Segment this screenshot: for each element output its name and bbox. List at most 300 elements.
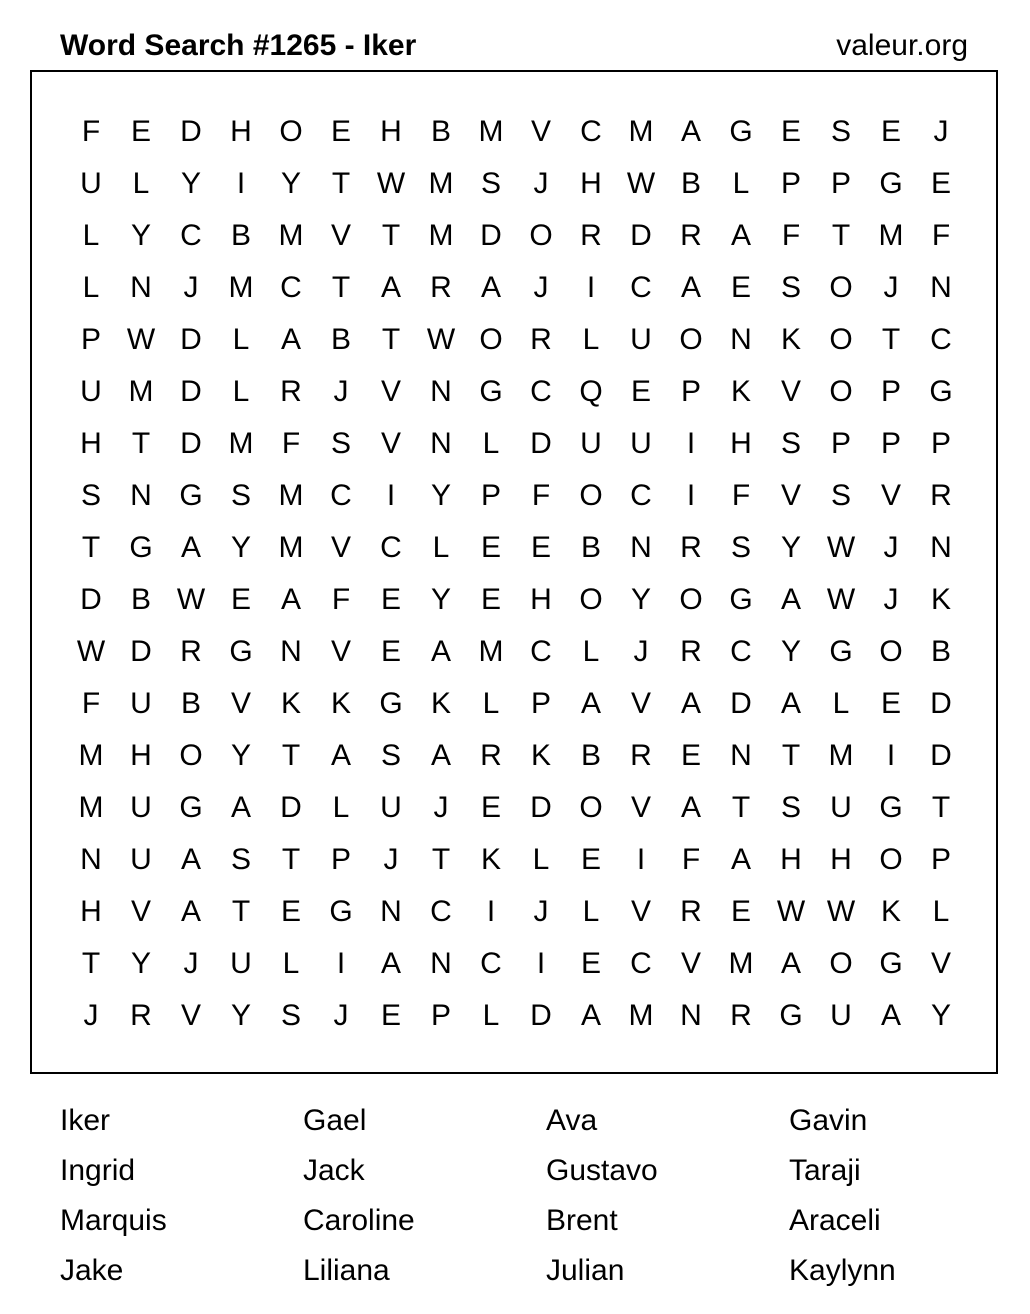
grid-letter[interactable]: V xyxy=(630,895,651,928)
grid-letter[interactable]: J xyxy=(883,531,899,564)
grid-letter[interactable]: L xyxy=(532,843,550,876)
grid-letter[interactable]: O xyxy=(679,583,703,616)
grid-letter[interactable]: G xyxy=(479,375,503,408)
grid-letter[interactable]: D xyxy=(530,791,552,824)
grid-letter[interactable]: O xyxy=(679,323,703,356)
grid-letter[interactable]: T xyxy=(931,791,951,824)
grid-letter[interactable]: C xyxy=(530,635,552,668)
grid-letter[interactable]: S xyxy=(80,479,101,512)
grid-letter[interactable]: N xyxy=(80,843,102,876)
grid-letter[interactable]: G xyxy=(229,635,253,668)
grid-letter[interactable]: A xyxy=(180,895,201,928)
grid-letter[interactable]: Y xyxy=(780,531,801,564)
grid-letter[interactable]: F xyxy=(781,219,801,252)
grid-letter[interactable]: J xyxy=(933,115,949,148)
grid-letter[interactable]: U xyxy=(230,947,252,980)
grid-letter[interactable]: Y xyxy=(430,479,451,512)
grid-letter[interactable]: A xyxy=(330,739,351,772)
grid-letter[interactable]: M xyxy=(628,999,654,1032)
grid-letter[interactable]: D xyxy=(280,791,302,824)
grid-letter[interactable]: P xyxy=(780,167,801,200)
grid-letter[interactable]: T xyxy=(781,739,801,772)
grid-letter[interactable]: U xyxy=(830,791,852,824)
grid-letter[interactable]: L xyxy=(132,167,150,200)
grid-letter[interactable]: G xyxy=(329,895,353,928)
grid-letter[interactable]: D xyxy=(530,999,552,1032)
grid-letter[interactable]: P xyxy=(830,427,851,460)
grid-letter[interactable]: M xyxy=(278,531,304,564)
grid-letter[interactable]: Y xyxy=(930,999,951,1032)
grid-letter[interactable]: S xyxy=(830,479,851,512)
grid-letter[interactable]: P xyxy=(480,479,501,512)
grid-letter[interactable]: M xyxy=(428,219,454,252)
grid-letter[interactable]: A xyxy=(880,999,901,1032)
grid-letter[interactable]: N xyxy=(730,323,752,356)
grid-letter[interactable]: D xyxy=(630,219,652,252)
grid-letter[interactable]: L xyxy=(582,323,600,356)
grid-letter[interactable]: S xyxy=(280,999,301,1032)
grid-letter[interactable]: V xyxy=(230,687,251,720)
grid-letter[interactable]: O xyxy=(879,635,903,668)
grid-letter[interactable]: Y xyxy=(430,583,451,616)
grid-letter[interactable]: F xyxy=(281,427,301,460)
grid-letter[interactable]: L xyxy=(82,271,100,304)
grid-letter[interactable]: T xyxy=(881,323,901,356)
grid-letter[interactable]: D xyxy=(80,583,102,616)
grid-letter[interactable]: F xyxy=(731,479,751,512)
grid-letter[interactable]: L xyxy=(582,895,600,928)
grid-letter[interactable]: E xyxy=(330,115,351,148)
grid-letter[interactable]: C xyxy=(730,635,752,668)
grid-letter[interactable]: N xyxy=(130,479,152,512)
grid-letter[interactable]: M xyxy=(228,427,254,460)
grid-letter[interactable]: I xyxy=(686,427,696,460)
grid-letter[interactable]: O xyxy=(529,219,553,252)
grid-letter[interactable]: B xyxy=(580,531,601,564)
grid-letter[interactable]: D xyxy=(180,375,202,408)
grid-letter[interactable]: U xyxy=(130,843,152,876)
grid-letter[interactable]: L xyxy=(482,687,500,720)
grid-letter[interactable]: R xyxy=(480,739,502,772)
grid-letter[interactable]: R xyxy=(430,271,452,304)
grid-letter[interactable]: M xyxy=(478,115,504,148)
grid-letter[interactable]: M xyxy=(478,635,504,668)
grid-letter[interactable]: M xyxy=(78,791,104,824)
grid-letter[interactable]: L xyxy=(482,427,500,460)
grid-letter[interactable]: G xyxy=(779,999,803,1032)
grid-letter[interactable]: E xyxy=(280,895,301,928)
grid-letter[interactable]: R xyxy=(680,219,702,252)
grid-letter[interactable]: R xyxy=(730,999,752,1032)
grid-letter[interactable]: V xyxy=(780,375,801,408)
grid-letter[interactable]: J xyxy=(333,375,349,408)
grid-letter[interactable]: J xyxy=(183,947,199,980)
grid-letter[interactable]: N xyxy=(280,635,302,668)
grid-letter[interactable]: P xyxy=(680,375,701,408)
grid-letter[interactable]: M xyxy=(428,167,454,200)
grid-letter[interactable]: N xyxy=(930,271,952,304)
grid-letter[interactable]: V xyxy=(680,947,701,980)
grid-letter[interactable]: B xyxy=(580,739,601,772)
grid-letter[interactable]: I xyxy=(586,271,596,304)
grid-letter[interactable]: G xyxy=(879,791,903,824)
grid-letter[interactable]: T xyxy=(281,843,301,876)
grid-letter[interactable]: E xyxy=(730,271,751,304)
grid-letter[interactable]: G xyxy=(929,375,953,408)
grid-letter[interactable]: D xyxy=(730,687,752,720)
grid-letter[interactable]: A xyxy=(680,791,701,824)
grid-letter[interactable]: R xyxy=(280,375,302,408)
grid-letter[interactable]: I xyxy=(636,843,646,876)
grid-letter[interactable]: O xyxy=(579,583,603,616)
grid-letter[interactable]: P xyxy=(930,427,951,460)
grid-letter[interactable]: U xyxy=(830,999,852,1032)
grid-letter[interactable]: C xyxy=(280,271,302,304)
grid-letter[interactable]: E xyxy=(680,739,701,772)
grid-letter[interactable]: K xyxy=(930,583,951,616)
grid-letter[interactable]: C xyxy=(380,531,402,564)
grid-letter[interactable]: V xyxy=(630,687,651,720)
grid-letter[interactable]: H xyxy=(580,167,602,200)
grid-letter[interactable]: V xyxy=(330,635,351,668)
grid-letter[interactable]: R xyxy=(180,635,202,668)
grid-letter[interactable]: V xyxy=(780,479,801,512)
grid-letter[interactable]: D xyxy=(930,739,952,772)
grid-letter[interactable]: D xyxy=(480,219,502,252)
grid-letter[interactable]: W xyxy=(376,167,406,200)
grid-letter[interactable]: L xyxy=(582,635,600,668)
grid-letter[interactable]: Y xyxy=(180,167,201,200)
grid-letter[interactable]: D xyxy=(930,687,952,720)
grid-letter[interactable]: U xyxy=(80,375,102,408)
grid-letter[interactable]: K xyxy=(480,843,501,876)
grid-letter[interactable]: V xyxy=(180,999,201,1032)
grid-letter[interactable]: J xyxy=(883,583,899,616)
grid-letter[interactable]: B xyxy=(680,167,701,200)
grid-letter[interactable]: D xyxy=(180,115,202,148)
grid-letter[interactable]: S xyxy=(230,479,251,512)
grid-letter[interactable]: A xyxy=(430,739,451,772)
grid-letter[interactable]: N xyxy=(730,739,752,772)
grid-letter[interactable]: E xyxy=(780,115,801,148)
grid-letter[interactable]: O xyxy=(279,115,303,148)
grid-letter[interactable]: C xyxy=(630,947,652,980)
grid-letter[interactable]: J xyxy=(83,999,99,1032)
grid-letter[interactable]: P xyxy=(880,427,901,460)
grid-letter[interactable]: V xyxy=(380,375,401,408)
grid-letter[interactable]: E xyxy=(630,375,651,408)
grid-letter[interactable]: W xyxy=(776,895,806,928)
grid-letter[interactable]: D xyxy=(180,427,202,460)
grid-letter[interactable]: M xyxy=(78,739,104,772)
grid-letter[interactable]: F xyxy=(331,583,351,616)
grid-letter[interactable]: E xyxy=(880,687,901,720)
grid-letter[interactable]: L xyxy=(932,895,950,928)
grid-letter[interactable]: I xyxy=(686,479,696,512)
grid-letter[interactable]: F xyxy=(931,219,951,252)
grid-letter[interactable]: C xyxy=(630,479,652,512)
grid-letter[interactable]: T xyxy=(331,167,351,200)
grid-letter[interactable]: U xyxy=(130,791,152,824)
grid-letter[interactable]: H xyxy=(530,583,552,616)
grid-letter[interactable]: K xyxy=(530,739,551,772)
grid-letter[interactable]: H xyxy=(80,427,102,460)
grid-letter[interactable]: M xyxy=(128,375,154,408)
grid-letter[interactable]: K xyxy=(880,895,901,928)
grid-letter[interactable]: E xyxy=(730,895,751,928)
grid-letter[interactable]: V xyxy=(130,895,151,928)
grid-letter[interactable]: S xyxy=(380,739,401,772)
grid-letter[interactable]: E xyxy=(480,583,501,616)
grid-letter[interactable]: S xyxy=(780,791,801,824)
grid-letter[interactable]: J xyxy=(183,271,199,304)
grid-letter[interactable]: E xyxy=(530,531,551,564)
grid-letter[interactable]: H xyxy=(130,739,152,772)
grid-letter[interactable]: U xyxy=(580,427,602,460)
grid-letter[interactable]: T xyxy=(81,531,101,564)
grid-letter[interactable]: S xyxy=(230,843,251,876)
grid-letter[interactable]: G xyxy=(129,531,153,564)
grid-letter[interactable]: N xyxy=(430,375,452,408)
grid-letter[interactable]: V xyxy=(330,531,351,564)
grid-letter[interactable]: T xyxy=(81,947,101,980)
grid-letter[interactable]: H xyxy=(780,843,802,876)
grid-letter[interactable]: J xyxy=(533,167,549,200)
grid-letter[interactable]: L xyxy=(482,999,500,1032)
grid-letter[interactable]: P xyxy=(530,687,551,720)
grid-letter[interactable]: A xyxy=(480,271,501,304)
grid-letter[interactable]: O xyxy=(829,375,853,408)
grid-letter[interactable]: O xyxy=(179,739,203,772)
grid-letter[interactable]: I xyxy=(336,947,346,980)
grid-letter[interactable]: L xyxy=(432,531,450,564)
grid-letter[interactable]: N xyxy=(930,531,952,564)
grid-letter[interactable]: E xyxy=(580,947,601,980)
grid-letter[interactable]: H xyxy=(230,115,252,148)
grid-letter[interactable]: J xyxy=(433,791,449,824)
grid-letter[interactable]: E xyxy=(480,531,501,564)
grid-letter[interactable]: B xyxy=(430,115,451,148)
grid-letter[interactable]: M xyxy=(278,219,304,252)
grid-letter[interactable]: I xyxy=(886,739,896,772)
grid-letter[interactable]: G xyxy=(379,687,403,720)
grid-letter[interactable]: A xyxy=(380,947,401,980)
grid-letter[interactable]: I xyxy=(386,479,396,512)
grid-letter[interactable]: O xyxy=(479,323,503,356)
grid-letter[interactable]: Y xyxy=(630,583,651,616)
grid-letter[interactable]: A xyxy=(780,687,801,720)
grid-letter[interactable]: A xyxy=(230,791,251,824)
grid-letter[interactable]: H xyxy=(830,843,852,876)
grid-letter[interactable]: R xyxy=(580,219,602,252)
grid-letter[interactable]: L xyxy=(732,167,750,200)
grid-letter[interactable]: C xyxy=(580,115,602,148)
grid-letter[interactable]: G xyxy=(879,167,903,200)
grid-letter[interactable]: F xyxy=(81,115,101,148)
grid-letter[interactable]: B xyxy=(180,687,201,720)
grid-letter[interactable]: E xyxy=(230,583,251,616)
grid-letter[interactable]: J xyxy=(383,843,399,876)
grid-letter[interactable]: A xyxy=(730,219,751,252)
grid-letter[interactable]: J xyxy=(533,895,549,928)
grid-letter[interactable]: J xyxy=(533,271,549,304)
grid-letter[interactable]: W xyxy=(126,323,156,356)
grid-letter[interactable]: R xyxy=(630,739,652,772)
grid-letter[interactable]: P xyxy=(80,323,101,356)
grid-letter[interactable]: C xyxy=(330,479,352,512)
grid-letter[interactable]: E xyxy=(380,583,401,616)
grid-letter[interactable]: Y xyxy=(780,635,801,668)
grid-letter[interactable]: N xyxy=(380,895,402,928)
grid-letter[interactable]: W xyxy=(826,531,856,564)
grid-letter[interactable]: U xyxy=(380,791,402,824)
grid-letter[interactable]: J xyxy=(883,271,899,304)
grid-letter[interactable]: O xyxy=(829,947,853,980)
grid-letter[interactable]: A xyxy=(380,271,401,304)
grid-letter[interactable]: G xyxy=(729,583,753,616)
grid-letter[interactable]: M xyxy=(628,115,654,148)
grid-letter[interactable]: S xyxy=(780,427,801,460)
grid-letter[interactable]: G xyxy=(179,479,203,512)
grid-letter[interactable]: L xyxy=(332,791,350,824)
grid-letter[interactable]: J xyxy=(333,999,349,1032)
grid-letter[interactable]: C xyxy=(530,375,552,408)
grid-letter[interactable]: Y xyxy=(230,999,251,1032)
grid-letter[interactable]: F xyxy=(531,479,551,512)
grid-letter[interactable]: E xyxy=(130,115,151,148)
grid-letter[interactable]: A xyxy=(680,687,701,720)
grid-letter[interactable]: S xyxy=(830,115,851,148)
grid-letter[interactable]: H xyxy=(730,427,752,460)
grid-letter[interactable]: A xyxy=(280,323,301,356)
grid-letter[interactable]: O xyxy=(579,479,603,512)
grid-letter[interactable]: T xyxy=(231,895,251,928)
grid-letter[interactable]: Y xyxy=(130,219,151,252)
grid-letter[interactable]: I xyxy=(236,167,246,200)
grid-letter[interactable]: A xyxy=(280,583,301,616)
grid-letter[interactable]: H xyxy=(80,895,102,928)
grid-letter[interactable]: E xyxy=(380,999,401,1032)
grid-letter[interactable]: S xyxy=(330,427,351,460)
grid-letter[interactable]: P xyxy=(430,999,451,1032)
grid-letter[interactable]: C xyxy=(930,323,952,356)
grid-letter[interactable]: B xyxy=(130,583,151,616)
grid-letter[interactable]: M xyxy=(828,739,854,772)
grid-letter[interactable]: M xyxy=(728,947,754,980)
grid-letter[interactable]: R xyxy=(130,999,152,1032)
grid-letter[interactable]: W xyxy=(176,583,206,616)
grid-letter[interactable]: C xyxy=(430,895,452,928)
grid-letter[interactable]: N xyxy=(630,531,652,564)
grid-letter[interactable]: A xyxy=(780,583,801,616)
grid-letter[interactable]: E xyxy=(580,843,601,876)
grid-letter[interactable]: K xyxy=(430,687,451,720)
grid-letter[interactable]: F xyxy=(681,843,701,876)
grid-letter[interactable]: N xyxy=(680,999,702,1032)
grid-letter[interactable]: D xyxy=(130,635,152,668)
grid-letter[interactable]: A xyxy=(580,687,601,720)
grid-letter[interactable]: K xyxy=(730,375,751,408)
grid-letter[interactable]: R xyxy=(680,895,702,928)
grid-letter[interactable]: L xyxy=(82,219,100,252)
grid-letter[interactable]: U xyxy=(80,167,102,200)
grid-letter[interactable]: L xyxy=(232,323,250,356)
grid-letter[interactable]: B xyxy=(330,323,351,356)
grid-letter[interactable]: M xyxy=(278,479,304,512)
grid-letter[interactable]: D xyxy=(180,323,202,356)
grid-letter[interactable]: S xyxy=(730,531,751,564)
grid-letter[interactable]: T xyxy=(281,739,301,772)
grid-letter[interactable]: V xyxy=(530,115,551,148)
grid-letter[interactable]: K xyxy=(780,323,801,356)
grid-letter[interactable]: V xyxy=(630,791,651,824)
grid-letter[interactable]: P xyxy=(880,375,901,408)
grid-letter[interactable]: A xyxy=(430,635,451,668)
grid-letter[interactable]: O xyxy=(829,323,853,356)
grid-letter[interactable]: G xyxy=(729,115,753,148)
grid-letter[interactable]: A xyxy=(780,947,801,980)
grid-letter[interactable]: P xyxy=(830,167,851,200)
grid-letter[interactable]: W xyxy=(426,323,456,356)
grid-letter[interactable]: V xyxy=(930,947,951,980)
grid-letter[interactable]: A xyxy=(180,843,201,876)
grid-letter[interactable]: B xyxy=(930,635,951,668)
grid-letter[interactable]: M xyxy=(228,271,254,304)
grid-letter[interactable]: O xyxy=(579,791,603,824)
grid-letter[interactable]: F xyxy=(81,687,101,720)
grid-letter[interactable]: J xyxy=(633,635,649,668)
grid-letter[interactable]: A xyxy=(730,843,751,876)
grid-letter[interactable]: T xyxy=(331,271,351,304)
grid-letter[interactable]: A xyxy=(680,271,701,304)
grid-letter[interactable]: N xyxy=(130,271,152,304)
grid-letter[interactable]: U xyxy=(630,323,652,356)
grid-letter[interactable]: G xyxy=(829,635,853,668)
grid-letter[interactable]: T xyxy=(431,843,451,876)
grid-letter[interactable]: V xyxy=(330,219,351,252)
grid-letter[interactable]: O xyxy=(829,271,853,304)
grid-letter[interactable]: T xyxy=(381,219,401,252)
grid-letter[interactable]: N xyxy=(430,947,452,980)
grid-letter[interactable]: M xyxy=(878,219,904,252)
grid-letter[interactable]: P xyxy=(930,843,951,876)
grid-letter[interactable]: T xyxy=(381,323,401,356)
grid-letter[interactable]: W xyxy=(626,167,656,200)
grid-letter[interactable]: R xyxy=(680,635,702,668)
grid-letter[interactable]: A xyxy=(680,115,701,148)
grid-letter[interactable]: E xyxy=(880,115,901,148)
grid-letter[interactable]: K xyxy=(330,687,351,720)
grid-letter[interactable]: S xyxy=(480,167,501,200)
grid-letter[interactable]: Y xyxy=(280,167,301,200)
grid-letter[interactable]: L xyxy=(832,687,850,720)
grid-letter[interactable]: Y xyxy=(130,947,151,980)
grid-letter[interactable]: S xyxy=(780,271,801,304)
grid-letter[interactable]: I xyxy=(486,895,496,928)
grid-letter[interactable]: B xyxy=(230,219,251,252)
grid-letter[interactable]: V xyxy=(380,427,401,460)
grid-letter[interactable]: W xyxy=(826,583,856,616)
grid-letter[interactable]: P xyxy=(330,843,351,876)
grid-letter[interactable]: C xyxy=(180,219,202,252)
grid-letter[interactable]: R xyxy=(930,479,952,512)
grid-letter[interactable]: A xyxy=(580,999,601,1032)
grid-letter[interactable]: C xyxy=(480,947,502,980)
grid-letter[interactable]: W xyxy=(826,895,856,928)
grid-letter[interactable]: Y xyxy=(230,531,251,564)
grid-letter[interactable]: T xyxy=(831,219,851,252)
grid-letter[interactable]: H xyxy=(380,115,402,148)
